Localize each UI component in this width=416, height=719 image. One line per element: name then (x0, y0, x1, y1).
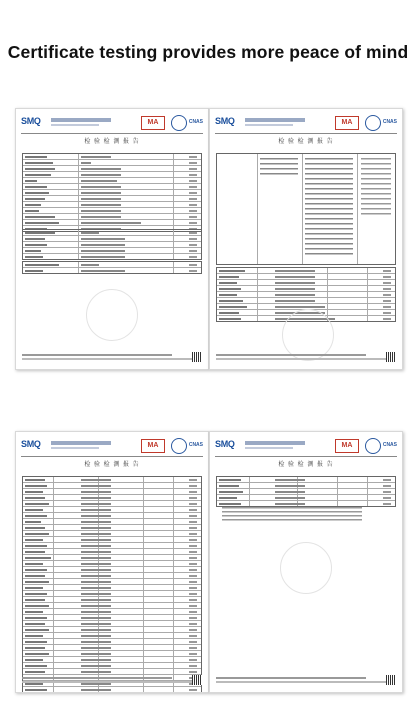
smq-logo: SMQ (215, 439, 235, 449)
report-footer (216, 677, 396, 687)
company-name-en-line (51, 124, 99, 126)
cnas-badge: CNAS (188, 119, 203, 125)
company-name-line (245, 441, 305, 445)
seal-icon (365, 438, 381, 454)
results-table (22, 153, 202, 232)
report-footer (216, 354, 396, 364)
company-name-line (51, 441, 111, 445)
test-report-page-3 (15, 431, 209, 693)
header-rule (21, 456, 203, 457)
company-name-en-line (245, 447, 293, 449)
smq-logo: SMQ (21, 439, 41, 449)
test-report-page-4 (209, 431, 403, 693)
header-rule (21, 133, 203, 134)
test-report-page-1 (15, 108, 209, 370)
results-table (216, 476, 396, 507)
company-name-en-line (245, 124, 293, 126)
report-title: 检 验 检 测 报 告 (278, 139, 334, 145)
header-rule (215, 133, 397, 134)
watermark-icon (280, 542, 332, 594)
cnas-badge: CNAS (382, 119, 397, 125)
qr-code-icon (386, 675, 396, 685)
ma-mark: MA (141, 116, 165, 130)
header-rule (215, 456, 397, 457)
seal-icon (171, 115, 187, 131)
seal-icon (171, 438, 187, 454)
results-table (22, 261, 202, 274)
results-table (216, 153, 396, 265)
smq-logo: SMQ (215, 116, 235, 126)
report-footer (22, 677, 202, 687)
cnas-badge: CNAS (382, 442, 397, 448)
company-name-line (51, 118, 111, 122)
qr-code-icon (386, 352, 396, 362)
results-table (22, 229, 202, 260)
ma-mark: MA (141, 439, 165, 453)
report-title: 检 验 检 测 报 告 (84, 462, 140, 468)
qr-code-icon (192, 675, 202, 685)
ma-mark: MA (335, 116, 359, 130)
report-header (215, 116, 397, 131)
cnas-badge: CNAS (188, 442, 203, 448)
test-report-page-2 (209, 108, 403, 370)
report-footer (22, 354, 202, 364)
report-header (215, 439, 397, 454)
report-header (21, 439, 203, 454)
results-table (22, 476, 202, 693)
page-headline: Certificate testing provides more peace of mind (7, 42, 409, 62)
watermark-icon (86, 289, 138, 341)
report-header (21, 116, 203, 131)
qr-code-icon (192, 352, 202, 362)
company-name-line (245, 118, 305, 122)
ma-mark: MA (335, 439, 359, 453)
report-notes (222, 507, 362, 521)
seal-icon (365, 115, 381, 131)
report-title: 检 验 检 测 报 告 (84, 139, 140, 145)
company-name-en-line (51, 447, 99, 449)
smq-logo: SMQ (21, 116, 41, 126)
report-title: 检 验 检 测 报 告 (278, 462, 334, 468)
